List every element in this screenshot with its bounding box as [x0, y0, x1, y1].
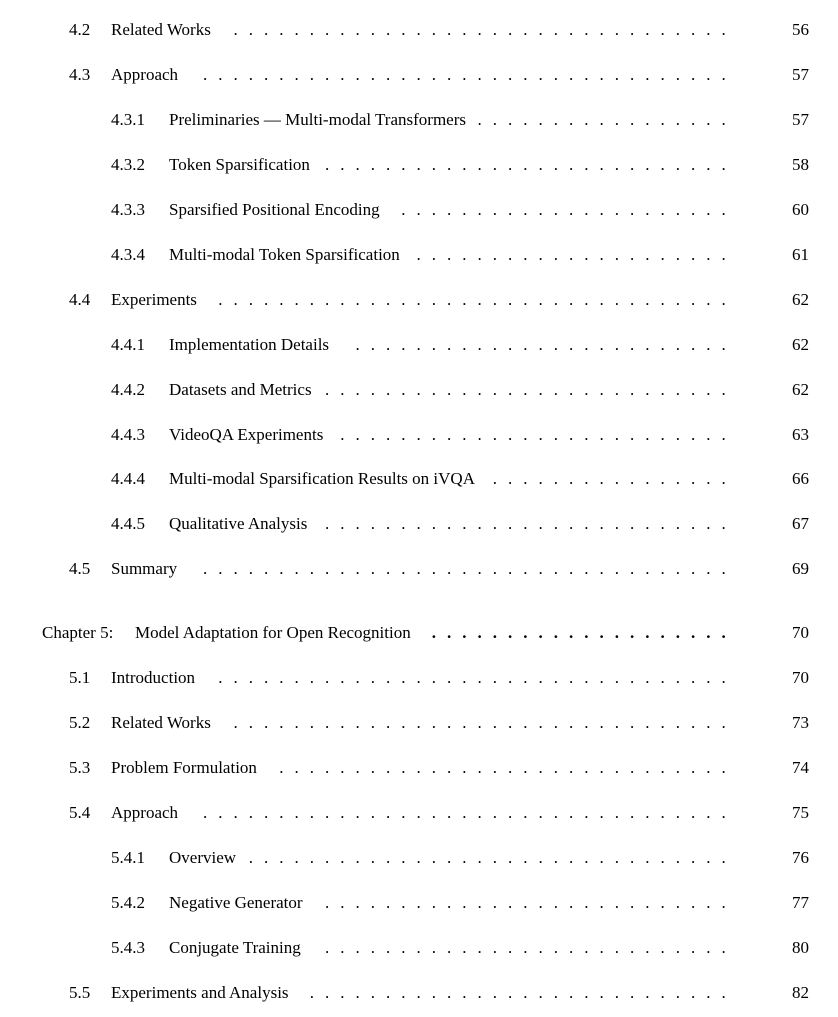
toc-entry-number: 5.4.3	[111, 938, 145, 957]
dot-leader: . . . . . . . . . . . . . . . . . . . . . . . . . . .	[325, 155, 726, 174]
toc-entry-title[interactable]: Experiments and Analysis	[111, 979, 295, 1007]
toc-entry-number: 5.2	[69, 713, 91, 732]
toc-entry-title[interactable]: Multi-modal Token Sparsification	[169, 241, 406, 269]
toc-entry-title[interactable]: Multi-modal Sparsification Results on iVQA	[169, 465, 481, 493]
toc-entry-page-number[interactable]: 70	[792, 623, 809, 642]
toc-entry-title[interactable]: Problem Formulation	[111, 754, 263, 782]
toc-entry-title[interactable]: Token Sparsification	[169, 151, 316, 179]
dot-leader: . . . . . . . . . . . . . . . . . . . . . . . . . . . . . .	[279, 758, 726, 777]
toc-entry-page-number[interactable]: 74	[792, 758, 809, 777]
toc-entry-page-number[interactable]: 67	[792, 514, 809, 533]
toc-entry-page-number[interactable]: 63	[792, 425, 809, 444]
toc-subsection-entry[interactable]	[0, 421, 838, 449]
toc-entry-title[interactable]: Experiments	[111, 286, 203, 314]
toc-entry-number: 4.4.2	[111, 380, 145, 399]
toc-section-entry[interactable]	[0, 754, 838, 782]
toc-entry-number: 4.3.2	[111, 155, 145, 174]
dot-leader: . . . . . . . . . . . . . . . . .	[477, 110, 726, 129]
toc-entry-page-number[interactable]: 82	[792, 983, 809, 1002]
dot-leader: . . . . . . . . . . . . . . . . . . . . . . . . . . . . . . . . . .	[218, 290, 726, 309]
toc-entry-page-number[interactable]: 76	[792, 848, 809, 867]
toc-entry-page-number[interactable]: 57	[792, 110, 809, 129]
toc-entry-page-number[interactable]: 58	[792, 155, 809, 174]
toc-entry-number: 4.4	[69, 290, 91, 309]
toc-entry-number: 4.5	[69, 559, 91, 578]
toc-entry-page-number[interactable]: 77	[792, 893, 809, 912]
toc-subsection-entry[interactable]	[0, 934, 838, 962]
toc-entry-page-number[interactable]: 73	[792, 713, 809, 732]
toc-entry-number: 4.4.5	[111, 514, 145, 533]
dot-leader: . . . . . . . . . . . . . . . . . . . . . . . . . . . .	[309, 983, 726, 1002]
toc-subsection-entry[interactable]	[0, 151, 838, 179]
toc-entry-number: Chapter 5:	[42, 623, 114, 642]
dot-leader: . . . . . . . . . . . . . . . . . . . . . . . . . . . . . . . . . .	[218, 668, 726, 687]
toc-entry-page-number[interactable]: 66	[792, 469, 809, 488]
dot-leader: . . . . . . . . . . . . . . . . . . . . . . . . .	[355, 335, 726, 354]
toc-subsection-entry[interactable]	[0, 465, 838, 493]
toc-entry-title[interactable]: Model Adaptation for Open Recognition	[135, 619, 417, 647]
toc-entry-title[interactable]: Introduction	[111, 664, 201, 692]
toc-entry-title[interactable]: Preliminaries — Multi-modal Transformers	[169, 106, 472, 134]
toc-subsection-entry[interactable]	[0, 196, 838, 224]
toc-entry-title[interactable]: Conjugate Training	[169, 934, 307, 962]
dot-leader: . . . . . . . . . . . . . . . . . . . . . . . . . . .	[325, 514, 726, 533]
toc-section-entry[interactable]	[0, 555, 838, 583]
dot-leader: . . . . . . . . . . . . . . . . . . . . . . . . . . .	[325, 380, 726, 399]
dot-leader: . . . . . . . . . . . . . . . . . . . . . . . . . . . . . . . . . . .	[203, 803, 726, 822]
dot-leader: . . . . . . . . . . . . . . . . . . . .	[431, 623, 726, 642]
toc-entry-number: 4.3	[69, 65, 91, 84]
dot-leader: . . . . . . . . . . . . . . . . . . . . .	[416, 245, 726, 264]
toc-entry-number: 4.3.4	[111, 245, 145, 264]
toc-entry-number: 4.2	[69, 20, 91, 39]
toc-entry-number: 5.5	[69, 983, 91, 1002]
toc-entry-number: 4.4.3	[111, 425, 145, 444]
toc-section-entry[interactable]	[0, 664, 838, 692]
toc-entry-number: 5.4.2	[111, 893, 145, 912]
dot-leader: . . . . . . . . . . . . . . . . . . . . . . . . . . . . . . . . . . .	[203, 65, 726, 84]
toc-entry-title[interactable]: Approach	[111, 61, 184, 89]
toc-section-entry[interactable]	[0, 286, 838, 314]
toc-section-entry[interactable]	[0, 61, 838, 89]
toc-entry-title[interactable]: Summary	[111, 555, 183, 583]
toc-entry-page-number[interactable]: 69	[792, 559, 809, 578]
toc-section-entry[interactable]	[0, 16, 838, 44]
toc-entry-page-number[interactable]: 62	[792, 380, 809, 399]
toc-entry-page-number[interactable]: 56	[792, 20, 809, 39]
dot-leader: . . . . . . . . . . . . . . . .	[492, 469, 726, 488]
toc-entry-page-number[interactable]: 57	[792, 65, 809, 84]
toc-chapter-entry[interactable]	[0, 619, 838, 647]
toc-subsection-entry[interactable]	[0, 510, 838, 538]
toc-entry-page-number[interactable]: 70	[792, 668, 809, 687]
toc-entry-title[interactable]: Qualitative Analysis	[169, 510, 313, 538]
toc-entry-number: 5.3	[69, 758, 91, 777]
toc-entry-number: 4.4.1	[111, 335, 145, 354]
toc-entry-title[interactable]: Related Works	[111, 16, 217, 44]
toc-entry-number: 4.3.1	[111, 110, 145, 129]
toc-subsection-entry[interactable]	[0, 106, 838, 134]
toc-entry-title[interactable]: VideoQA Experiments	[169, 421, 329, 449]
toc-entry-page-number[interactable]: 62	[792, 335, 809, 354]
toc-entry-number: 4.3.3	[111, 200, 145, 219]
toc-entry-title[interactable]: Negative Generator	[169, 889, 309, 917]
toc-entry-page-number[interactable]: 61	[792, 245, 809, 264]
dot-leader: . . . . . . . . . . . . . . . . . . . . . . . . . . . . . . . .	[248, 848, 726, 867]
toc-subsection-entry[interactable]	[0, 844, 838, 872]
toc-entry-page-number[interactable]: 62	[792, 290, 809, 309]
toc-entry-title[interactable]: Overview	[169, 844, 242, 872]
toc-entry-number: 5.1	[69, 668, 91, 687]
dot-leader: . . . . . . . . . . . . . . . . . . . . . .	[401, 200, 726, 219]
toc-section-entry[interactable]	[0, 799, 838, 827]
toc-entry-page-number[interactable]: 80	[792, 938, 809, 957]
toc-entry-title[interactable]: Related Works	[111, 709, 217, 737]
dot-leader: . . . . . . . . . . . . . . . . . . . . . . . . . . . . . . . . .	[233, 713, 726, 732]
toc-entry-number: 5.4.1	[111, 848, 145, 867]
dot-leader: . . . . . . . . . . . . . . . . . . . . . . . . . . .	[325, 938, 726, 957]
toc-section-entry[interactable]	[0, 979, 838, 1007]
toc-entry-page-number[interactable]: 75	[792, 803, 809, 822]
toc-subsection-entry[interactable]	[0, 241, 838, 269]
toc-entry-number: 5.4	[69, 803, 91, 822]
toc-entry-number: 4.4.4	[111, 469, 145, 488]
toc-subsection-entry[interactable]	[0, 889, 838, 917]
toc-subsection-entry[interactable]	[0, 331, 838, 359]
dot-leader: . . . . . . . . . . . . . . . . . . . . . . . . . .	[340, 425, 726, 444]
toc-entry-title[interactable]: Sparsified Positional Encoding	[169, 196, 386, 224]
toc-subsection-entry[interactable]	[0, 376, 838, 404]
toc-section-entry[interactable]	[0, 709, 838, 737]
dot-leader: . . . . . . . . . . . . . . . . . . . . . . . . . . .	[325, 893, 726, 912]
dot-leader: . . . . . . . . . . . . . . . . . . . . . . . . . . . . . . . . . . .	[203, 559, 726, 578]
toc-entry-title[interactable]: Approach	[111, 799, 184, 827]
toc-entry-title[interactable]: Implementation Details	[169, 331, 335, 359]
dot-leader: . . . . . . . . . . . . . . . . . . . . . . . . . . . . . . . . .	[233, 20, 726, 39]
toc-entry-page-number[interactable]: 60	[792, 200, 809, 219]
toc-entry-title[interactable]: Datasets and Metrics	[169, 376, 318, 404]
